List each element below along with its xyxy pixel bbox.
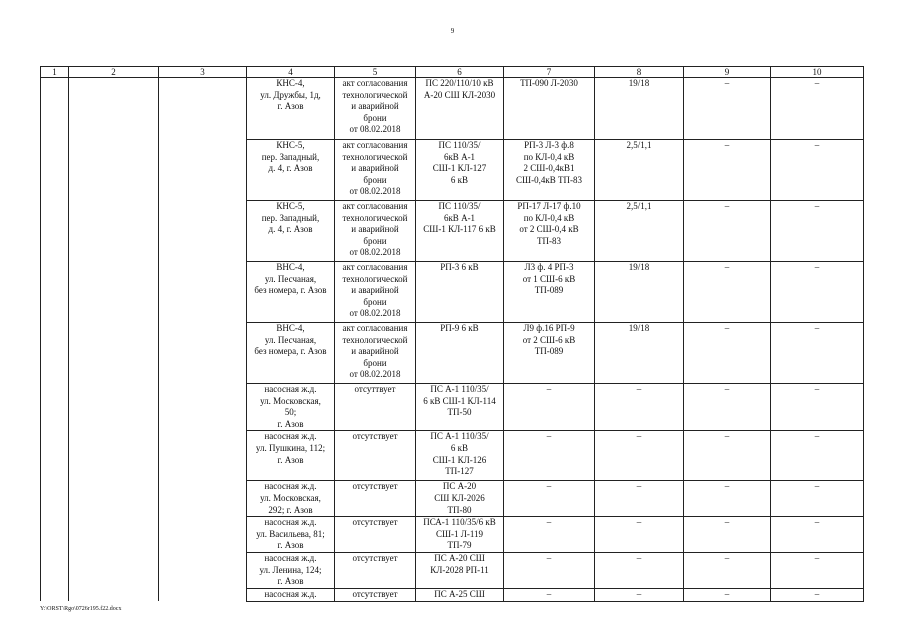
col9-cell: – bbox=[684, 78, 771, 140]
column-number: 8 bbox=[595, 67, 684, 78]
connection-cell: Л9 ф.16 РП-9 от 2 СШ-6 кВ ТП-089 bbox=[504, 323, 595, 384]
page-number: 9 bbox=[450, 27, 455, 35]
document-cell: отсутствует bbox=[335, 589, 416, 602]
blank-cell bbox=[159, 323, 247, 384]
column-number: 5 bbox=[335, 67, 416, 78]
blank-cell bbox=[159, 384, 247, 431]
power-value-cell: – bbox=[595, 481, 684, 517]
column-number-row bbox=[41, 67, 864, 78]
power-source-cell: ПСА-1 110/35/6 кВ СШ-1 Л-119 ТП-79 bbox=[416, 517, 504, 553]
table-row bbox=[41, 140, 864, 201]
connection-cell: – bbox=[504, 553, 595, 589]
power-value-cell: – bbox=[595, 517, 684, 553]
power-value-cell: – bbox=[595, 384, 684, 431]
table-row bbox=[41, 431, 864, 481]
connection-cell: – bbox=[504, 517, 595, 553]
connection-cell: РП-17 Л-17 ф.10 по КЛ-0,4 кВ от 2 СШ-0,4 кВ ТП-83 bbox=[504, 201, 595, 262]
blank-cell bbox=[159, 517, 247, 553]
col10-cell: – bbox=[771, 140, 864, 201]
blank-cell bbox=[69, 553, 159, 589]
connection-cell: – bbox=[504, 589, 595, 602]
col10-cell: – bbox=[771, 78, 864, 140]
document-cell: отсутствует bbox=[335, 481, 416, 517]
blank-cell bbox=[41, 262, 69, 323]
power-value-cell: 2,5/1,1 bbox=[595, 140, 684, 201]
power-value-cell: – bbox=[595, 431, 684, 481]
table-row bbox=[41, 589, 864, 602]
power-value-cell: 19/18 bbox=[595, 323, 684, 384]
object-cell: КНС-5, пер. Западный, д. 4, г. Азов bbox=[247, 201, 335, 262]
object-cell: ВНС-4, ул. Песчаная, без номера, г. Азов bbox=[247, 262, 335, 323]
column-number: 3 bbox=[159, 67, 247, 78]
table-row bbox=[41, 481, 864, 517]
power-value-cell: – bbox=[595, 553, 684, 589]
blank-cell bbox=[41, 384, 69, 431]
object-cell: КНС-4, ул. Дружбы, 1д, г. Азов bbox=[247, 78, 335, 140]
blank-cell bbox=[159, 78, 247, 140]
document-cell: акт согласования технологической и аварийной брони от 08.02.2018 bbox=[335, 78, 416, 140]
column-number: 6 bbox=[416, 67, 504, 78]
blank-cell bbox=[159, 431, 247, 481]
power-source-cell: ПС А-1 110/35/ 6 кВ СШ-1 КЛ-114 ТП-50 bbox=[416, 384, 504, 431]
blank-cell bbox=[69, 140, 159, 201]
blank-cell bbox=[159, 481, 247, 517]
footer-file-path: Y:\ORST\Rgo\0726r195.f22.docx bbox=[40, 606, 122, 612]
col9-cell: – bbox=[684, 140, 771, 201]
object-cell: насосная ж.д. ул. Ленина, 124; г. Азов bbox=[247, 553, 335, 589]
blank-cell bbox=[159, 140, 247, 201]
document-cell: отсутствует bbox=[335, 553, 416, 589]
power-value-cell: 19/18 bbox=[595, 262, 684, 323]
power-source-cell: ПС 220/110/10 кВ А-20 СШ КЛ-2030 bbox=[416, 78, 504, 140]
blank-cell bbox=[69, 384, 159, 431]
object-cell: насосная ж.д. ул. Пушкина, 112; г. Азов bbox=[247, 431, 335, 481]
table-row bbox=[41, 262, 864, 323]
blank-cell bbox=[69, 323, 159, 384]
object-cell: ВНС-4, ул. Песчаная, без номера, г. Азов bbox=[247, 323, 335, 384]
blank-cell bbox=[69, 481, 159, 517]
col10-cell: – bbox=[771, 481, 864, 517]
document-cell: акт согласования технологической и аварийной брони от 08.02.2018 bbox=[335, 201, 416, 262]
object-cell: насосная ж.д. ул. Московская, 292; г. Азов bbox=[247, 481, 335, 517]
object-cell: насосная ж.д. ул. Московская, 50; г. Азов bbox=[247, 384, 335, 431]
blank-cell bbox=[41, 553, 69, 589]
power-source-cell: РП-9 6 кВ bbox=[416, 323, 504, 384]
blank-cell bbox=[41, 481, 69, 517]
column-number: 4 bbox=[247, 67, 335, 78]
table-row bbox=[41, 78, 864, 140]
connection-cell: РП-3 Л-3 ф.8 по КЛ-0,4 кВ 2 СШ-0,4кВ1 СШ-0,4кВ ТП-83 bbox=[504, 140, 595, 201]
object-cell: КНС-5, пер. Западный, д. 4, г. Азов bbox=[247, 140, 335, 201]
power-source-cell: ПС А-1 110/35/ 6 кВ СШ-1 КЛ-126 ТП-127 bbox=[416, 431, 504, 481]
connection-cell: – bbox=[504, 384, 595, 431]
col10-cell: – bbox=[771, 431, 864, 481]
col10-cell: – bbox=[771, 201, 864, 262]
col9-cell: – bbox=[684, 517, 771, 553]
table-body bbox=[41, 78, 864, 602]
col10-cell: – bbox=[771, 517, 864, 553]
col10-cell: – bbox=[771, 323, 864, 384]
blank-cell bbox=[41, 431, 69, 481]
column-number: 1 bbox=[41, 67, 69, 78]
table-row bbox=[41, 201, 864, 262]
power-source-cell: ПС А-25 СШ bbox=[416, 589, 504, 602]
blank-cell bbox=[41, 589, 69, 602]
blank-cell bbox=[69, 201, 159, 262]
power-source-cell: ПС 110/35/ 6кВ А-1 СШ-1 КЛ-127 6 кВ bbox=[416, 140, 504, 201]
col9-cell: – bbox=[684, 262, 771, 323]
table-row bbox=[41, 553, 864, 589]
column-number: 9 bbox=[684, 67, 771, 78]
col9-cell: – bbox=[684, 481, 771, 517]
blank-cell bbox=[41, 78, 69, 140]
col9-cell: – bbox=[684, 323, 771, 384]
document-cell: акт согласования технологической и аварийной брони от 08.02.2018 bbox=[335, 140, 416, 201]
col10-cell: – bbox=[771, 589, 864, 602]
blank-cell bbox=[69, 431, 159, 481]
column-number: 2 bbox=[69, 67, 159, 78]
object-cell: насосная ж.д. ул. Васильева, 81; г. Азов bbox=[247, 517, 335, 553]
document-cell: отсутствует bbox=[335, 517, 416, 553]
connection-cell: – bbox=[504, 431, 595, 481]
table-row bbox=[41, 323, 864, 384]
connection-cell: Л3 ф. 4 РП-3 от 1 СШ-6 кВ ТП-089 bbox=[504, 262, 595, 323]
col9-cell: – bbox=[684, 589, 771, 602]
power-value-cell: 2,5/1,1 bbox=[595, 201, 684, 262]
document-cell: отсуттвует bbox=[335, 384, 416, 431]
connection-cell: – bbox=[504, 481, 595, 517]
table-row bbox=[41, 517, 864, 553]
document-cell: акт согласования технологической и аварийной брони от 08.02.2018 bbox=[335, 323, 416, 384]
col10-cell: – bbox=[771, 262, 864, 323]
power-source-cell: ПС 110/35/ 6кВ А-1 СШ-1 КЛ-117 6 кВ bbox=[416, 201, 504, 262]
blank-cell bbox=[41, 201, 69, 262]
col10-cell: – bbox=[771, 553, 864, 589]
column-number: 10 bbox=[771, 67, 864, 78]
document-cell: акт согласования технологической и аварийной брони от 08.02.2018 bbox=[335, 262, 416, 323]
col9-cell: – bbox=[684, 201, 771, 262]
data-table bbox=[40, 66, 864, 602]
blank-cell bbox=[69, 78, 159, 140]
power-source-cell: РП-3 6 кВ bbox=[416, 262, 504, 323]
blank-cell bbox=[159, 589, 247, 602]
blank-cell bbox=[69, 262, 159, 323]
column-number: 7 bbox=[504, 67, 595, 78]
col10-cell: – bbox=[771, 384, 864, 431]
power-value-cell: – bbox=[595, 589, 684, 602]
blank-cell bbox=[159, 553, 247, 589]
table-row bbox=[41, 384, 864, 431]
blank-cell bbox=[41, 323, 69, 384]
blank-cell bbox=[69, 589, 159, 602]
power-source-cell: ПС А-20 СШ КЛ-2028 РП-11 bbox=[416, 553, 504, 589]
power-source-cell: ПС А-20 СШ КЛ-2026 ТП-80 bbox=[416, 481, 504, 517]
blank-cell bbox=[41, 140, 69, 201]
col9-cell: – bbox=[684, 384, 771, 431]
document-cell: отсутствует bbox=[335, 431, 416, 481]
blank-cell bbox=[159, 262, 247, 323]
object-cell: насосная ж.д. bbox=[247, 589, 335, 602]
blank-cell bbox=[41, 517, 69, 553]
blank-cell bbox=[69, 517, 159, 553]
connection-cell: ТП-090 Л-2030 bbox=[504, 78, 595, 140]
blank-cell bbox=[159, 201, 247, 262]
col9-cell: – bbox=[684, 553, 771, 589]
power-value-cell: 19/18 bbox=[595, 78, 684, 140]
col9-cell: – bbox=[684, 431, 771, 481]
